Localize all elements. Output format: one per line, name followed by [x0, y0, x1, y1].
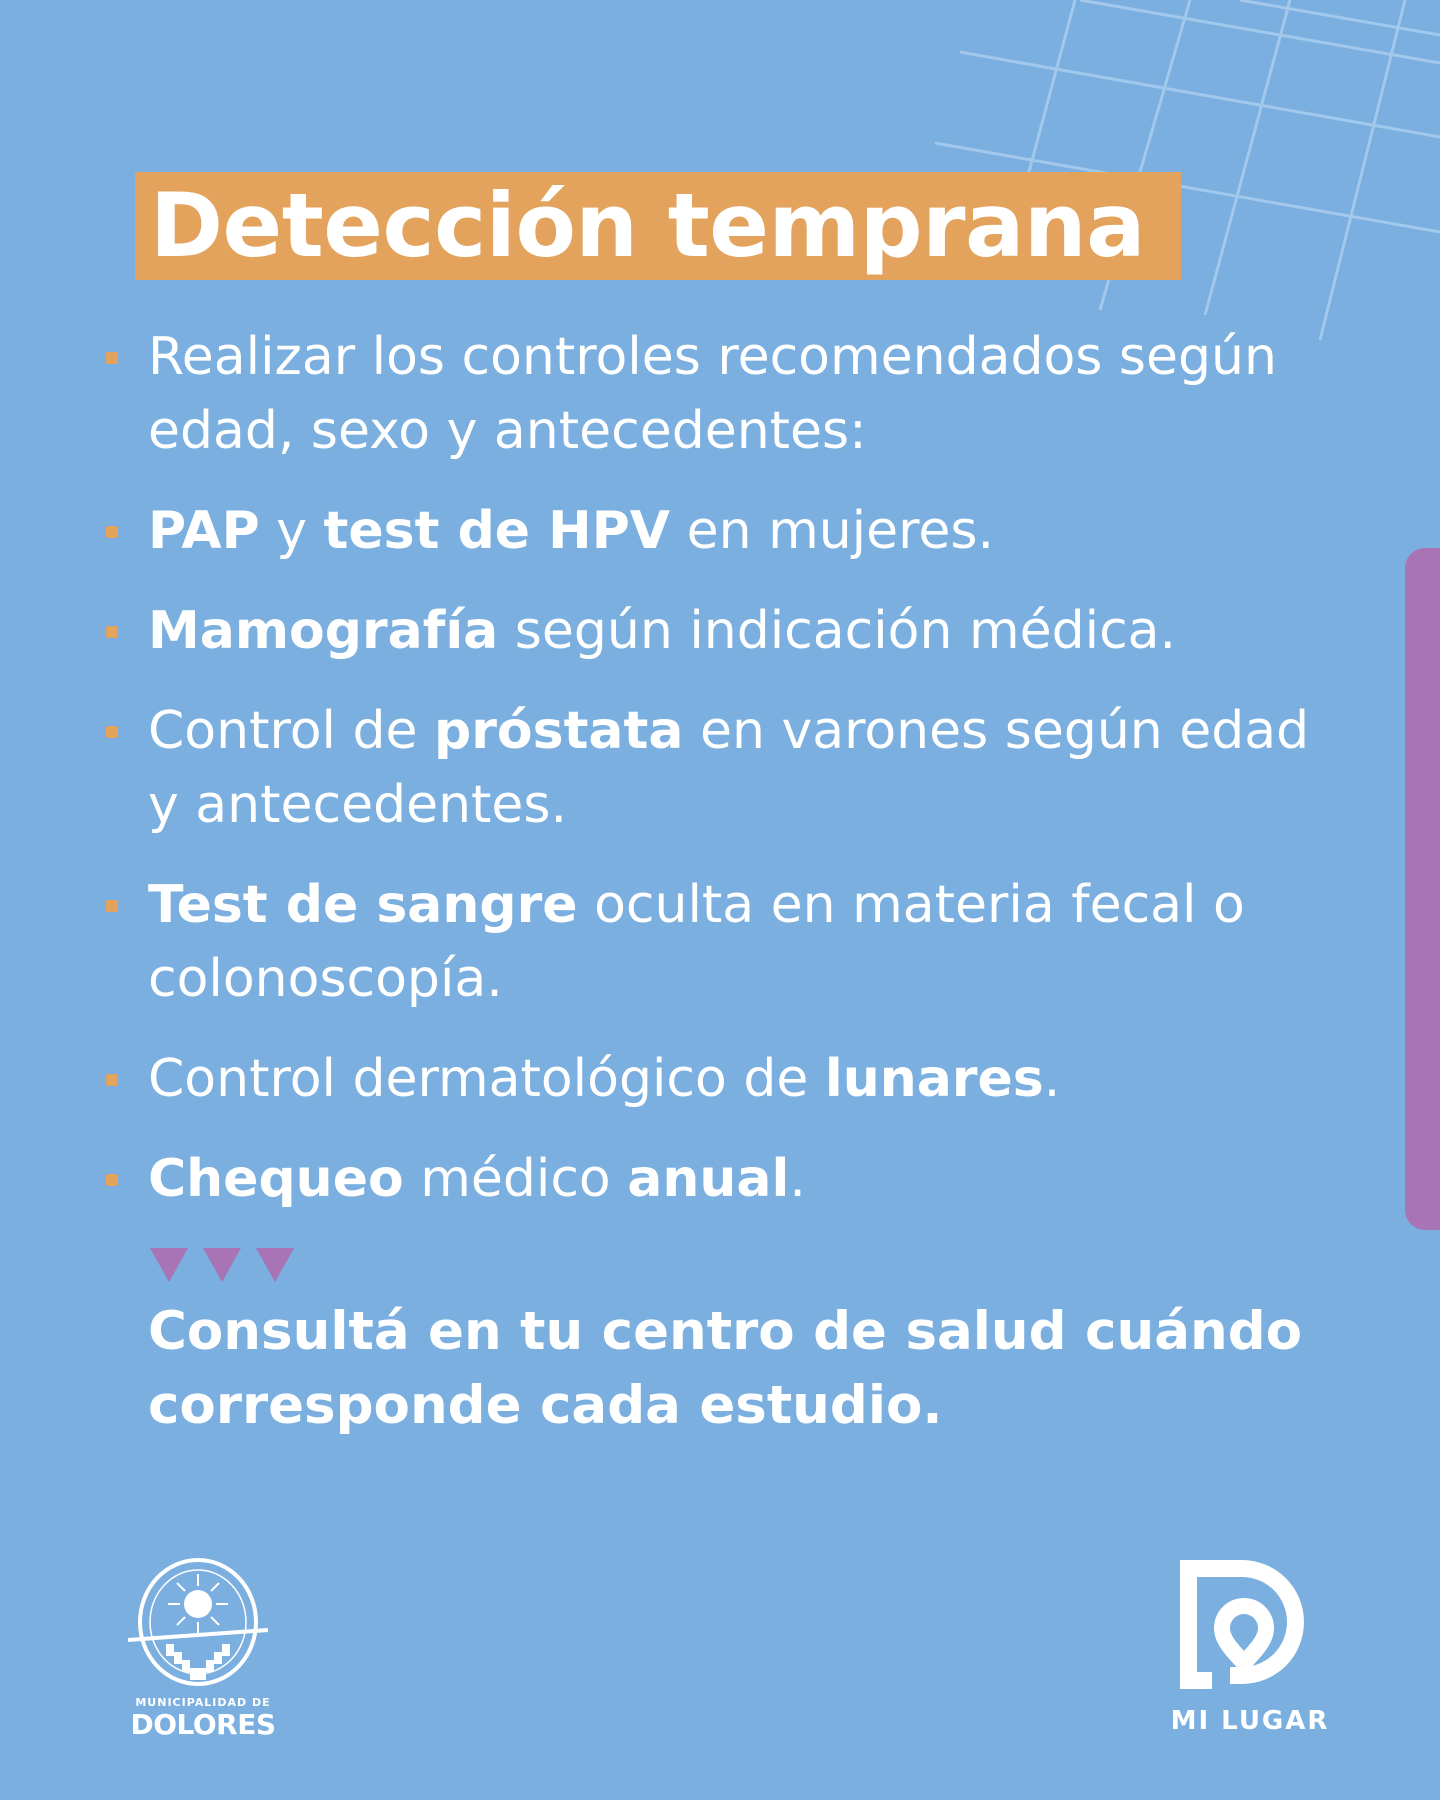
bullet-text: Control dermatológico de	[148, 1049, 825, 1109]
bullet-dot-icon	[106, 526, 118, 538]
bullet-dot-icon	[106, 1174, 118, 1186]
bullet-text: según indicación médica.	[498, 601, 1177, 661]
bullet-item	[103, 494, 1333, 568]
dolores-logo-small-text: MUNICIPALIDAD DE	[135, 1696, 271, 1709]
bullet-text: y	[259, 501, 324, 561]
bullet-dot-icon	[106, 1074, 118, 1086]
bullet-dot-icon	[106, 352, 118, 364]
bullet-text: médico	[403, 1149, 628, 1209]
page-title: Detección temprana	[150, 174, 1145, 277]
bullet-text: .	[789, 1149, 806, 1209]
bullet-text-bold: próstata	[434, 701, 684, 761]
bullet-dot-icon	[106, 726, 118, 738]
mi-lugar-logo-text: MI LUGAR	[1170, 1706, 1330, 1736]
call-to-action: Consultá en tu centro de salud cuándo corresponde cada estudio.	[148, 1301, 1303, 1436]
dolores-logo-text: DOLORES	[130, 1708, 276, 1741]
bullet-text-bold: PAP	[148, 501, 260, 561]
bullet-text-bold: lunares	[824, 1049, 1044, 1109]
triangles-decoration	[150, 1248, 300, 1284]
bullet-text-bold: Test de sangre	[148, 875, 578, 935]
bullet-item	[103, 594, 1333, 668]
bullet-item	[103, 1042, 1333, 1116]
bullet-item	[103, 868, 1333, 1016]
bullet-list	[103, 320, 1333, 1242]
bullet-text-bold: Mamografía	[148, 601, 499, 661]
bullet-dot-icon	[106, 626, 118, 638]
bullet-text: en varones según edad y antecedentes.	[148, 701, 1310, 835]
bullet-item	[103, 694, 1333, 842]
mi-lugar-logo	[1172, 1552, 1327, 1707]
bullet-item	[103, 320, 1333, 468]
bullet-text: en mujeres.	[670, 501, 994, 561]
bullet-text-bold: Chequeo	[148, 1149, 404, 1209]
bullet-text: .	[1043, 1049, 1061, 1109]
bullet-item	[103, 1142, 1333, 1216]
bullet-text: Realizar los controles recomendados según edad, sexo y antecedentes:	[148, 327, 1277, 461]
bullet-text: Control de	[148, 701, 435, 761]
bullet-dot-icon	[106, 900, 118, 912]
bullet-text-bold: test de HPV	[323, 501, 671, 561]
bullet-text-bold: anual	[627, 1149, 790, 1209]
side-tab-decoration	[1405, 548, 1440, 1230]
bullet-text: oculta en materia fecal o colonoscopía.	[148, 875, 1245, 1009]
